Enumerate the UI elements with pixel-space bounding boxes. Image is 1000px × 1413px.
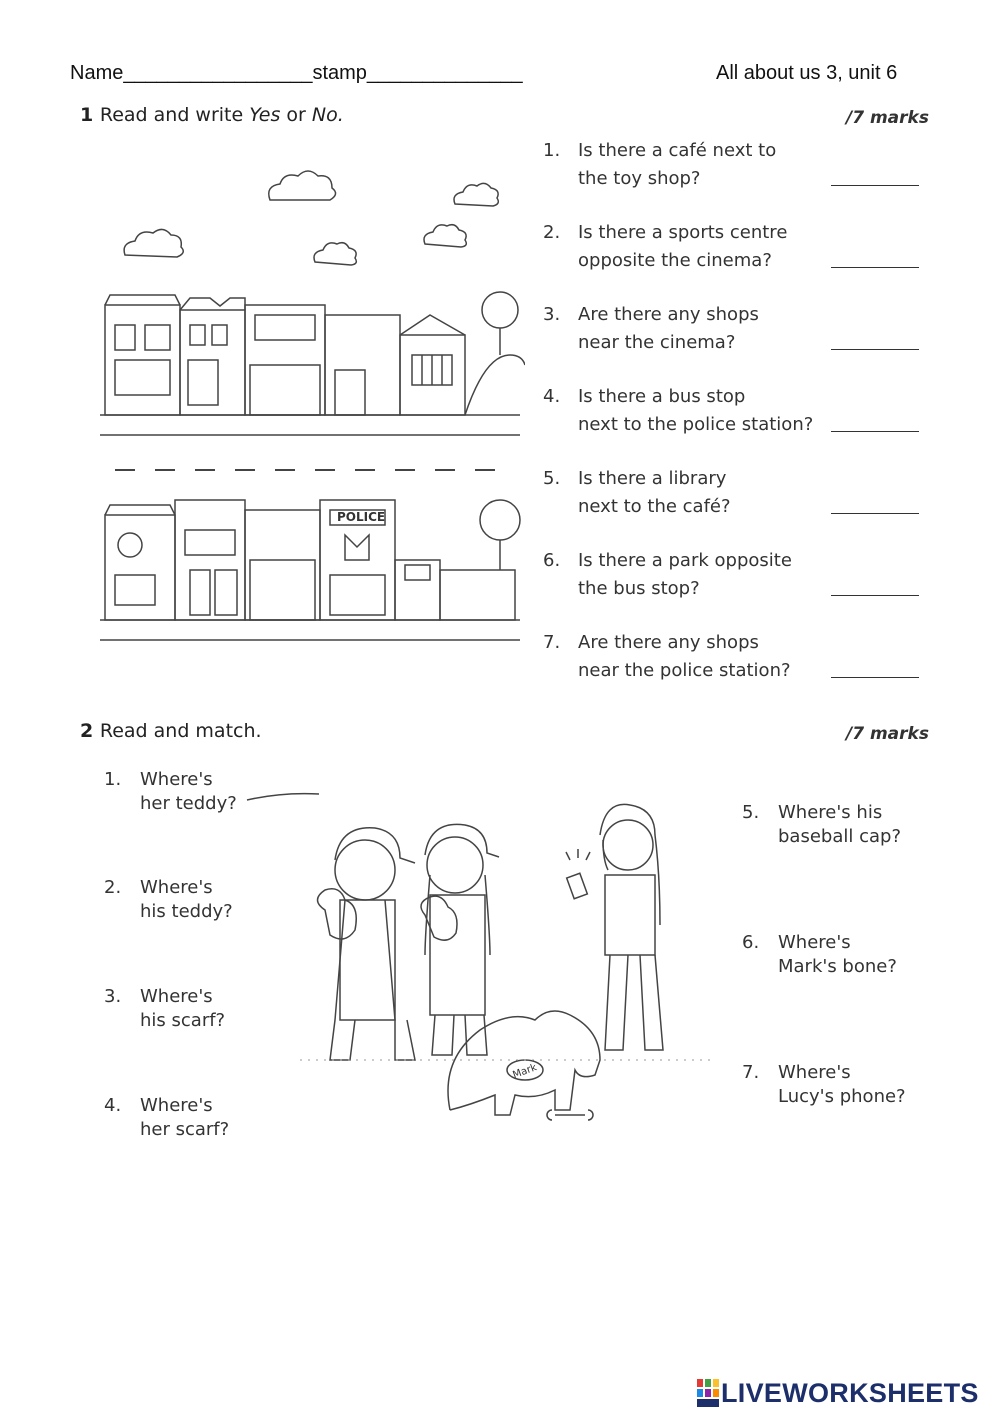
item-number: 7. xyxy=(742,1062,760,1083)
match-item-1[interactable] xyxy=(104,768,254,818)
item-number: 1. xyxy=(104,769,122,790)
match-item-2[interactable] xyxy=(104,876,254,926)
question-line1: Is there a library xyxy=(578,468,727,489)
item-number: 6. xyxy=(742,932,760,953)
item-number: 5. xyxy=(742,802,760,823)
question-number: 6. xyxy=(543,550,561,571)
section2-number: 2 xyxy=(80,720,94,742)
item-line1: Where's xyxy=(778,1062,851,1083)
question-number: 5. xyxy=(543,468,561,489)
question-5 xyxy=(543,465,933,525)
lucy-head xyxy=(603,820,653,870)
bone-icon xyxy=(547,1110,593,1120)
item-line1: Where's xyxy=(140,1095,213,1116)
section1-title-prefix: Read and write xyxy=(99,104,250,126)
section1-marks: /7 marks xyxy=(846,108,929,128)
cloud-icon xyxy=(424,225,466,247)
no-word: No. xyxy=(311,104,344,126)
liveworksheets-logo xyxy=(697,1376,979,1410)
item-line1: Where's xyxy=(140,877,213,898)
item-line2: baseball cap? xyxy=(778,826,901,847)
match-item-3[interactable] xyxy=(104,985,254,1035)
question-line1: Is there a bus stop xyxy=(578,386,746,407)
section1-title xyxy=(80,104,344,126)
question-1 xyxy=(543,137,933,197)
question-7 xyxy=(543,629,933,689)
section2-title-text: Read and match. xyxy=(99,720,262,742)
cloud-icon xyxy=(314,243,356,265)
match-item-6[interactable] xyxy=(742,931,942,981)
answer-input[interactable] xyxy=(831,431,919,432)
boy-head xyxy=(335,840,395,900)
question-line1: Is there a café next to xyxy=(578,140,777,161)
section2-title xyxy=(80,720,262,742)
question-number: 1. xyxy=(543,140,561,161)
item-line2: her teddy? xyxy=(140,793,237,814)
question-line2: near the police station? xyxy=(578,660,791,681)
question-number: 4. xyxy=(543,386,561,407)
lws-grid-icon xyxy=(697,1379,719,1407)
item-number: 2. xyxy=(104,877,122,898)
item-number: 4. xyxy=(104,1095,122,1116)
question-line1: Is there a sports centre xyxy=(578,222,788,243)
question-line2: opposite the cinema? xyxy=(578,250,772,271)
item-number: 3. xyxy=(104,986,122,1007)
question-line1: Is there a park opposite xyxy=(578,550,792,571)
question-number: 7. xyxy=(543,632,561,653)
question-6 xyxy=(543,547,933,607)
street-illustration xyxy=(100,140,525,680)
section2-marks: /7 marks xyxy=(846,724,929,744)
question-line2: next to the police station? xyxy=(578,414,814,435)
item-line2: her scarf? xyxy=(140,1119,230,1140)
cloud-icon xyxy=(269,171,336,200)
or-word: or xyxy=(280,104,312,126)
phone-icon xyxy=(567,873,588,898)
match-item-7[interactable] xyxy=(742,1061,942,1111)
item-line1: Where's xyxy=(778,932,851,953)
police-sign: POLICE xyxy=(337,510,386,524)
cloud-icon xyxy=(454,183,498,206)
question-line2: the bus stop? xyxy=(578,578,700,599)
yes-word: Yes xyxy=(249,104,281,126)
question-line2: near the cinema? xyxy=(578,332,736,353)
item-line1: Where's his xyxy=(778,802,883,823)
answer-input[interactable] xyxy=(831,513,919,514)
match-item-4[interactable] xyxy=(104,1094,254,1144)
answer-input[interactable] xyxy=(831,267,919,268)
question-number: 2. xyxy=(543,222,561,243)
item-line1: Where's xyxy=(140,769,213,790)
dog xyxy=(448,1011,600,1115)
question-line2: the toy shop? xyxy=(578,168,701,189)
item-line1: Where's xyxy=(140,986,213,1007)
girl-cap xyxy=(425,824,499,857)
match-item-5[interactable] xyxy=(742,801,942,851)
question-4 xyxy=(543,383,933,443)
question-2 xyxy=(543,219,933,279)
answer-input[interactable] xyxy=(831,185,919,186)
question-line2: next to the café? xyxy=(578,496,731,517)
match-line[interactable] xyxy=(245,790,325,805)
item-line2: Mark's bone? xyxy=(778,956,897,977)
cloud-icon xyxy=(124,229,183,257)
girl-head xyxy=(427,837,483,893)
dog-tag: Mark xyxy=(511,1062,539,1082)
item-line2: his scarf? xyxy=(140,1010,226,1031)
unit-label: All about us 3, unit 6 xyxy=(716,62,898,84)
answer-input[interactable] xyxy=(831,595,919,596)
name-stamp-field[interactable]: Name_________________stamp______________ xyxy=(70,62,523,84)
answer-input[interactable] xyxy=(831,349,919,350)
answer-input[interactable] xyxy=(831,677,919,678)
section1-number: 1 xyxy=(80,104,94,126)
question-line1: Are there any shops xyxy=(578,304,759,325)
children-dog-illustration xyxy=(300,780,710,1150)
item-line2: Lucy's phone? xyxy=(778,1086,906,1107)
logo-text: LIVEWORKSHEETS xyxy=(721,1377,979,1408)
question-3 xyxy=(543,301,933,361)
question-number: 3. xyxy=(543,304,561,325)
question-line1: Are there any shops xyxy=(578,632,759,653)
item-line2: his teddy? xyxy=(140,901,233,922)
